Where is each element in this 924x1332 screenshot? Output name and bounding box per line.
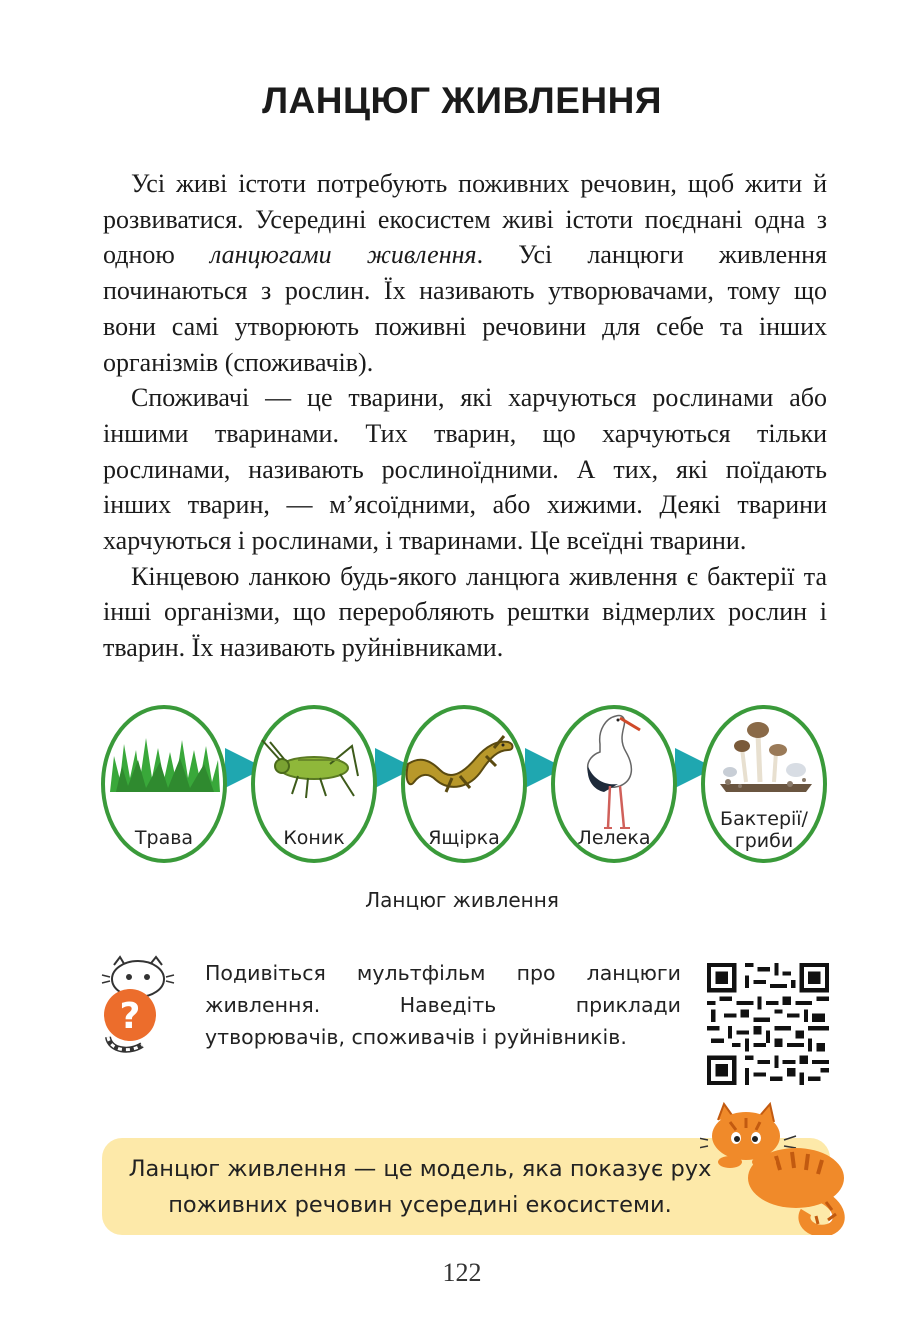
svg-text:?: ? [119,996,141,1037]
node-label-decomposers: Бактерії/ гриби [720,808,808,852]
node-label-stork: Лелека [577,827,651,849]
food-chain-diagram [0,700,924,880]
body-text [103,166,827,666]
qr-code[interactable] [707,963,829,1085]
paragraph-1-term: ланцюгами живлення [209,240,477,270]
page-number: 122 [442,1258,482,1287]
paragraph-1-text-end: . Усі ланцюги живлення починаються з рослин. Їх називають утворювачами, тому що вони самі утворюють поживні речовини для себе та інших організмів (споживачів). [103,240,827,377]
question-cat-icon [100,955,176,1055]
paragraph-1 [103,166,827,380]
diagram-caption: Ланцюг живлення [365,888,559,912]
node-label-grasshopper: Коник [283,827,345,849]
definition-text: Ланцюг живлення — це модель, яка показує рух поживних речовин усередині екосистеми. [128,1156,712,1218]
node-label-lizard: Ящірка [428,827,500,849]
paragraph-1-text: Усі живі істоти потребують поживних речовин, щоб жити й розвиватися. Усередині екосистем живі істоти поєднані одна з одною [103,169,827,270]
node-label-grass: Трава [134,827,194,849]
paragraph-2: Споживачі — це тварини, які харчуються рослинами або іншими тваринами. Тих тварин, що харчуються тільки рослинами, називають рослиноїдними. А тих, які поїдають інших тварин, — м’ясоїдними, або хижими. Деякі тварини харчуються і рослинами, і тваринами. Це всеїдні тварини. [103,383,827,556]
orange-cat-icon [700,1100,850,1235]
food-chain-svg [0,700,924,880]
page-title: ЛАНЦЮГ ЖИВЛЕННЯ [262,80,662,121]
paragraph-3: Кінцевою ланкою будь-якого ланцюга живлення є бактерії та інші організми, що переробляють рештки відмерлих рослин і тварин. Їх називають руйнівниками. [103,561,827,663]
task-text: Подивіться мультфільм про ланцюги живлення. Наведіть приклади утворювачів, споживачів і руйнівників. [205,961,681,1049]
